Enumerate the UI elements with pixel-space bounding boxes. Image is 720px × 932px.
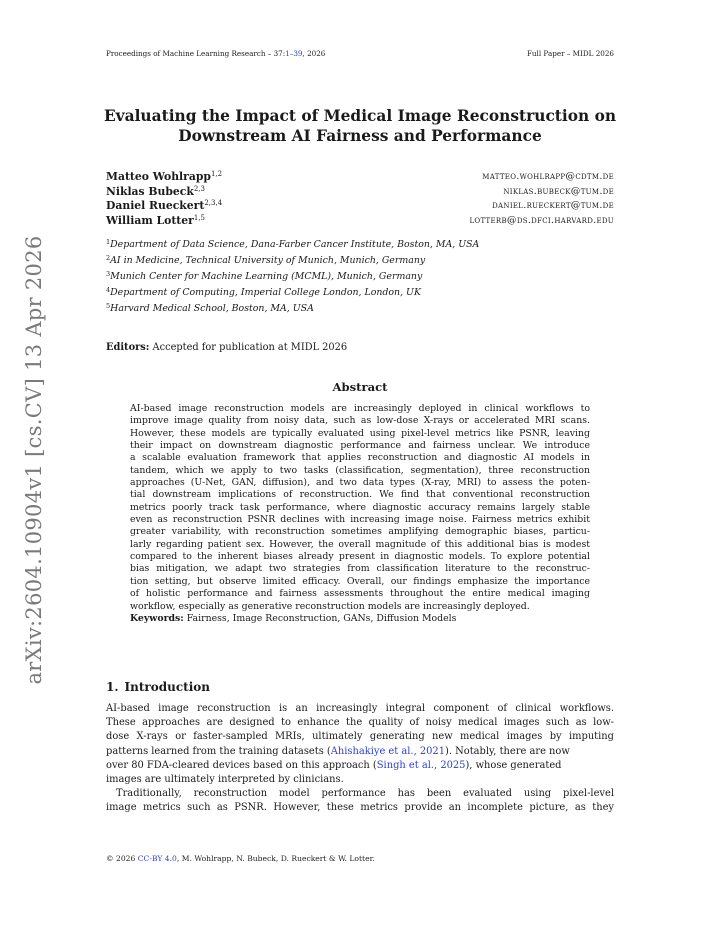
abstract-heading: Abstract [332, 380, 388, 394]
author-name: William Lotter$^{1,5}$ [106, 213, 205, 227]
proceedings-label: Proceedings of Machine Learning Research – 37: [106, 49, 286, 58]
author-affil-marks: 2,3,4 [204, 199, 223, 208]
editors-label: Editors: [106, 342, 150, 353]
running-head-right: Full Paper – MIDL 2026 [526, 49, 614, 58]
intro-paragraph [106, 702, 614, 816]
author-row [106, 170, 614, 185]
abstract-line: tion setting, but observe limited efficacy. Overall, our findings emphasize the importance [130, 575, 590, 587]
abstract-line: improve image quality from noisy data, such as low-dose X-rays or accelerated MRI scans. [130, 415, 590, 427]
footer-authors: , M. Wohlrapp, N. Bubeck, D. Rueckert & W. Lotter. [176, 854, 375, 863]
section-title: Introduction [124, 680, 210, 694]
abstract-line: tial downstream implications of reconstruction. We find that conventional reconstruction [130, 489, 590, 501]
abstract-line: a scalable evaluation framework that applies reconstruction and diagnostic AI models in [130, 452, 590, 464]
abstract-line: their impact on downstream diagnostic performance and fairness unclear. We introduce [130, 440, 590, 452]
intro-line: image metrics such as PSNR. However, these metrics provide an incomplete picture, as they [106, 802, 614, 814]
title-line-2: Downstream AI Fairness and Performance [178, 127, 542, 145]
author-email[interactable]: niklas.bubeck@tum.de [503, 185, 614, 197]
section-number: 1. [106, 680, 119, 694]
abstract-line: of holistic performance and fairness assessments throughout the entire medical imaging [130, 588, 590, 600]
author-row [106, 214, 614, 229]
abstract-body [130, 403, 590, 625]
editors-text: Accepted for publication at MIDL 2026 [149, 342, 348, 353]
author-name: Daniel Rueckert$^{2,3,4}$ [106, 199, 223, 213]
abstract-line: workflow, especially as generative reconstruction models are increasingly deployed. [130, 600, 530, 612]
copyright-text: © 2026 [106, 854, 138, 863]
author-email[interactable]: matteo.wohlrapp@cdtm.de [482, 171, 614, 182]
affiliation-item: $^3$Munich Center for Machine Learning (MCML), Munich, Germany [106, 270, 423, 283]
author-block [106, 170, 614, 228]
keywords [130, 613, 590, 625]
title-line-1: Evaluating the Impact of Medical Image Reconstruction on [103, 107, 617, 125]
author-name: Niklas Bubeck$^{2,3}$ [106, 184, 205, 198]
author-row [106, 185, 614, 200]
abstract-line: AI-based image reconstruction models are increasingly deployed in clinical workflows to [130, 403, 590, 414]
abstract-line: greater variability, with reconstruction sometimes amplifying demographic biases, particu- [130, 526, 590, 538]
intro-line: images are ultimately interpreted by clinicians. [106, 773, 344, 785]
author-affil-marks: 1,5 [193, 213, 205, 222]
editors-note [106, 342, 347, 353]
author-affil-marks: 2,3 [193, 184, 205, 193]
abstract-line: larly regarding patient sex. However, the overall magnitude of this additional bias is modest [130, 538, 590, 550]
keywords-label: Keywords: [130, 612, 184, 624]
license-link[interactable]: CC-BY 4.0 [137, 854, 177, 863]
pages-link[interactable]: 1–39 [285, 49, 303, 58]
arxiv-stamp: arXiv:2604.10904v1 [cs.CV] 13 Apr 2026 [22, 235, 46, 685]
abstract-line: tandem, which we apply to two tasks (classification, segmentation), three reconstruction [130, 464, 590, 476]
citation-link[interactable]: Ahishakiye et al., 2021 [330, 745, 445, 757]
paper-title [60, 106, 660, 146]
abstract-line: compared to the inherent biases already present in diagnostic models. To explore potential [130, 551, 590, 563]
author-email[interactable]: daniel.rueckert@tum.de [492, 200, 614, 212]
running-head-left [106, 49, 325, 58]
affiliation-item: $^4$Department of Computing, Imperial College London, London, UK [106, 286, 421, 299]
author-affil-marks: 1,2 [210, 170, 223, 178]
intro-line: over 80 FDA-cleared devices based on this approach (Singh et al., 2025), whose generated [106, 759, 562, 771]
abstract-line: bias mitigation, we adapt two strategies from classification literature to the reconstruc- [130, 563, 590, 575]
abstract-line: even as reconstruction PSNR declines with increasing image noise. Fairness metrics exhibit [130, 514, 590, 526]
abstract-line: metrics poorly track task performance, where diagnostic accuracy remains largely stable [130, 501, 590, 513]
year-label: , 2026 [302, 49, 326, 58]
affiliation-list [106, 234, 626, 314]
affiliation-item: $^1$Department of Data Science, Dana-Farber Cancer Institute, Boston, MA, USA [106, 238, 480, 250]
affiliation-item: $^2$AI in Medicine, Technical University of Munich, Munich, Germany [106, 254, 426, 267]
intro-line: dose X-rays or faster-sampled MRIs, ultimately generating new medical images by imputing [106, 731, 614, 743]
abstract-line: approaches (U-Net, GAN, diffusion), and two data types (X-ray, MRI) to assess the poten- [130, 477, 590, 489]
abstract-line: However, these models are typically evaluated using pixel-level metrics like PSNR, leaving [130, 427, 590, 439]
author-email[interactable]: lotterb@ds.dfci.harvard.edu [469, 214, 614, 226]
intro-line: patterns learned from the training datasets (Ahishakiye et al., 2021). Notably, there are now [106, 745, 570, 757]
author-name: Matteo Wohlrapp$^{1,2}$ [106, 170, 223, 183]
intro-line: AI-based image reconstruction is an increasingly integral component of clinical workflows. [106, 703, 614, 714]
author-row [106, 199, 614, 214]
affiliation-item: $^5$Harvard Medical School, Boston, MA, USA [106, 302, 314, 315]
intro-line: These approaches are designed to enhance the quality of noisy medical images such as low- [106, 717, 614, 729]
intro-line: Traditionally, reconstruction model performance has been evaluated using pixel-level [116, 788, 614, 800]
citation-link[interactable]: Singh et al., 2025 [376, 759, 466, 771]
copyright-footer [106, 854, 375, 863]
section-heading [106, 680, 210, 694]
keywords-list: Fairness, Image Reconstruction, GANs, Diffusion Models [183, 612, 457, 624]
